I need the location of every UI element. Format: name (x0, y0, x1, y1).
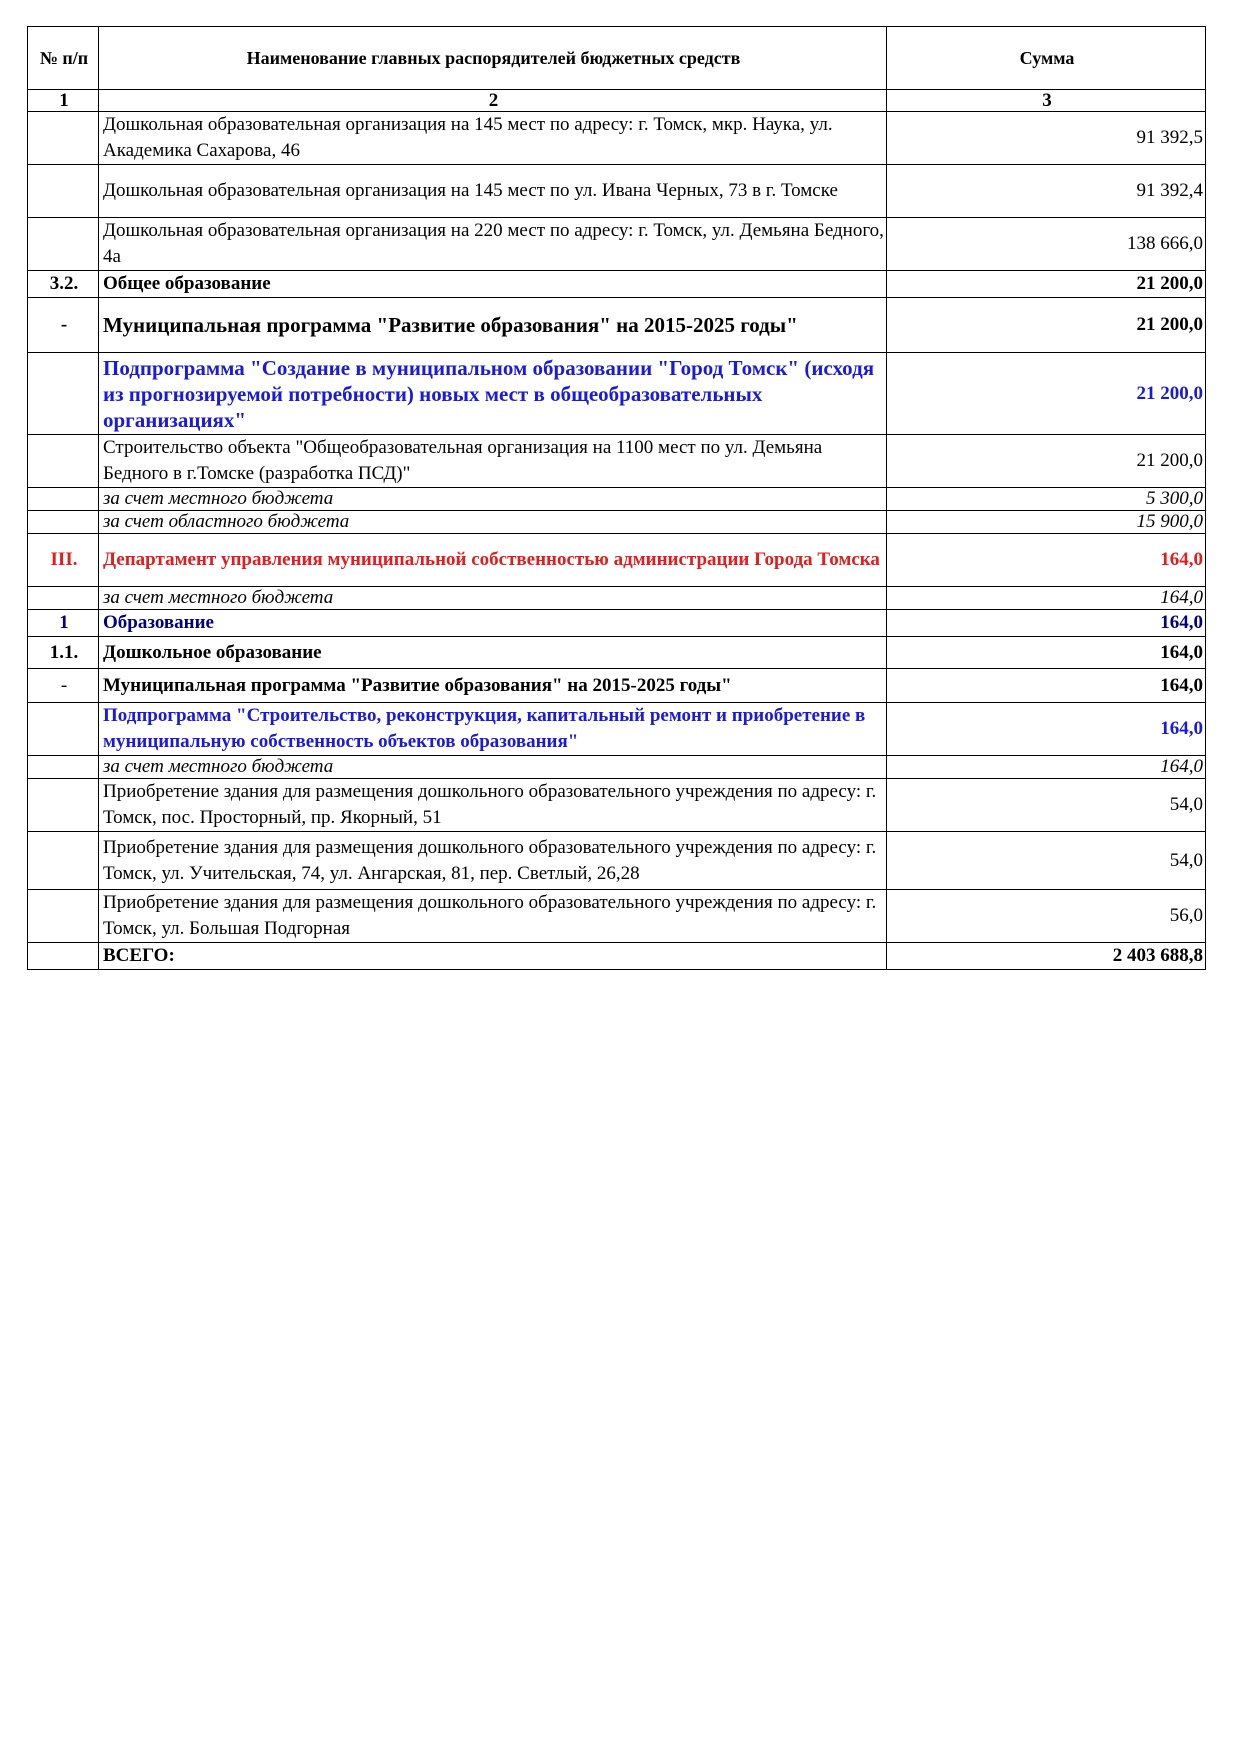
row-name: за счет местного бюджета (99, 587, 887, 610)
row-num: 1 (28, 610, 99, 637)
table-row (28, 271, 1206, 298)
row-sum: 164,0 (887, 756, 1206, 779)
total-label: ВСЕГО: (99, 943, 887, 970)
row-name: Образование (99, 610, 887, 637)
row-sum: 91 392,5 (887, 112, 1206, 165)
row-sum: 164,0 (887, 703, 1206, 756)
table-row (28, 435, 1206, 488)
row-name: Муниципальная программа "Развитие образования" на 2015-2025 годы" (99, 669, 887, 703)
row-num (28, 756, 99, 779)
budget-table (27, 26, 1206, 970)
row-num: 1.1. (28, 637, 99, 669)
row-name: Приобретение здания для размещения дошкольного образовательного учреждения по адресу: г. Томск, ул. Большая Подгорная (99, 890, 887, 943)
row-num (28, 353, 99, 435)
row-num (28, 112, 99, 165)
row-sum: 164,0 (887, 534, 1206, 587)
row-sum: 164,0 (887, 610, 1206, 637)
row-name: Строительство объекта "Общеобразовательная организация на 1100 мест по ул. Демьяна Бедного в г.Томске (разработка ПСД)" (99, 435, 887, 488)
row-num (28, 488, 99, 511)
header-num: № п/п (28, 27, 99, 90)
header-name: Наименование главных распорядителей бюджетных средств (99, 27, 887, 90)
table-row (28, 165, 1206, 218)
row-name: Дошкольное образование (99, 637, 887, 669)
table-row (28, 703, 1206, 756)
row-num (28, 703, 99, 756)
table-row (28, 610, 1206, 637)
row-name: Дошкольная образовательная организация на 145 мест по адресу: г. Томск, мкр. Наука, ул. Академика Сахарова, 46 (99, 112, 887, 165)
row-num (28, 435, 99, 488)
total-row (28, 943, 1206, 970)
index-2: 2 (99, 90, 887, 112)
row-sum: 21 200,0 (887, 298, 1206, 353)
table-row (28, 637, 1206, 669)
row-name: Подпрограмма "Строительство, реконструкция, капитальный ремонт и приобретение в муниципальную собственность объектов образования" (99, 703, 887, 756)
table-row (28, 779, 1206, 832)
row-name: Дошкольная образовательная организация на 145 мест по ул. Ивана Черных, 73 в г. Томске (99, 165, 887, 218)
table-row (28, 669, 1206, 703)
table-row (28, 511, 1206, 534)
row-num (28, 779, 99, 832)
row-name: Приобретение здания для размещения дошкольного образовательного учреждения по адресу: г. Томск, ул. Учительская, 74, ул. Ангарская, 81, пер. Светлый, 26,28 (99, 832, 887, 890)
row-sum: 56,0 (887, 890, 1206, 943)
row-num (28, 218, 99, 271)
row-name: Общее образование (99, 271, 887, 298)
row-sum: 91 392,4 (887, 165, 1206, 218)
row-sum: 164,0 (887, 637, 1206, 669)
index-row (28, 90, 1206, 112)
row-num (28, 832, 99, 890)
row-name: за счет областного бюджета (99, 511, 887, 534)
row-sum: 21 200,0 (887, 353, 1206, 435)
row-num (28, 890, 99, 943)
row-sum: 21 200,0 (887, 271, 1206, 298)
index-3: 3 (887, 90, 1206, 112)
row-sum: 138 666,0 (887, 218, 1206, 271)
header-row (28, 27, 1206, 90)
header-sum: Сумма (887, 27, 1206, 90)
row-num: 3.2. (28, 271, 99, 298)
table-row (28, 218, 1206, 271)
row-num (28, 511, 99, 534)
row-sum: 5 300,0 (887, 488, 1206, 511)
row-name: за счет местного бюджета (99, 488, 887, 511)
table-row (28, 298, 1206, 353)
table-row (28, 832, 1206, 890)
row-name: Приобретение здания для размещения дошкольного образовательного учреждения по адресу: г. Томск, пос. Просторный, пр. Якорный, 51 (99, 779, 887, 832)
row-sum: 164,0 (887, 669, 1206, 703)
table-row (28, 756, 1206, 779)
table-row (28, 488, 1206, 511)
row-num (28, 165, 99, 218)
row-sum: 164,0 (887, 587, 1206, 610)
row-name: Подпрограмма "Создание в муниципальном образовании "Город Томск" (исходя из прогнозируемой потребности) новых мест в общеобразовательных организациях" (99, 353, 887, 435)
row-sum: 54,0 (887, 832, 1206, 890)
row-sum: 21 200,0 (887, 435, 1206, 488)
row-num: - (28, 298, 99, 353)
row-name: Муниципальная программа "Развитие образования" на 2015-2025 годы" (99, 298, 887, 353)
row-sum: 54,0 (887, 779, 1206, 832)
row-name: Департамент управления муниципальной собственностью администрации Города Томска (99, 534, 887, 587)
index-1: 1 (28, 90, 99, 112)
table-row (28, 534, 1206, 587)
row-name: за счет местного бюджета (99, 756, 887, 779)
table-row (28, 890, 1206, 943)
row-num (28, 943, 99, 970)
table-row (28, 587, 1206, 610)
table-row (28, 112, 1206, 165)
table-row (28, 353, 1206, 435)
row-name: Дошкольная образовательная организация на 220 мест по адресу: г. Томск, ул. Демьяна Бедного, 4а (99, 218, 887, 271)
row-num: - (28, 669, 99, 703)
row-num (28, 587, 99, 610)
total-sum: 2 403 688,8 (887, 943, 1206, 970)
row-num: III. (28, 534, 99, 587)
row-sum: 15 900,0 (887, 511, 1206, 534)
